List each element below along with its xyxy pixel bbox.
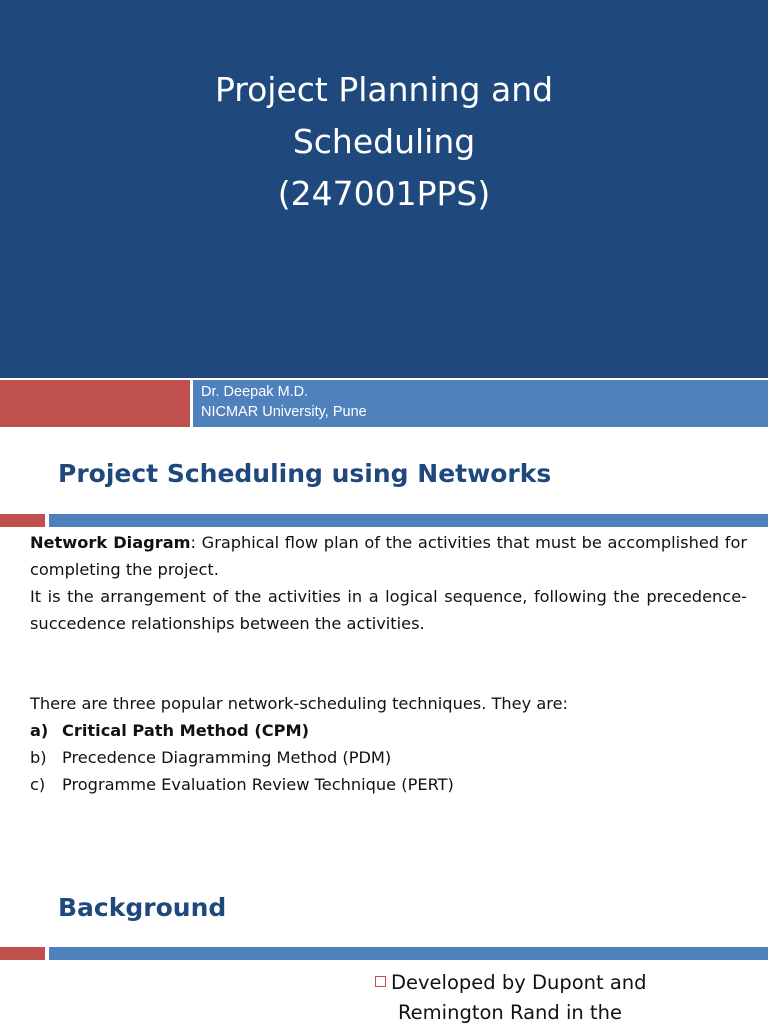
main-title-line-3: (247001PPS) xyxy=(277,174,491,213)
author-name: Dr. Deepak M.D. xyxy=(201,384,309,400)
definition-paragraph xyxy=(30,529,747,583)
accent-bar-red xyxy=(0,380,190,427)
techniques-block xyxy=(30,690,747,798)
technique-text: Critical Path Method (CPM) xyxy=(62,721,309,740)
author-block xyxy=(201,382,367,422)
slide-title-background: Background xyxy=(58,893,227,922)
divider-red xyxy=(0,514,45,527)
technique-marker: c) xyxy=(30,775,46,794)
bullet-text-1: Developed by Dupont and xyxy=(391,971,647,994)
definition-term: Network Diagram xyxy=(30,533,191,552)
divider-red xyxy=(0,947,45,960)
technique-item xyxy=(30,744,747,771)
technique-marker: a) xyxy=(30,721,49,740)
main-title xyxy=(0,64,768,220)
technique-text: Programme Evaluation Review Technique (PERT) xyxy=(62,775,454,794)
main-title-line-2: Scheduling xyxy=(292,122,476,161)
title-slide xyxy=(0,0,768,430)
definition-text: : Graphical flow plan of the activities that must be accomplished for completing the project. xyxy=(30,533,747,579)
main-title-line-1: Project Planning and xyxy=(214,70,554,109)
bullet-line-2: Remington Rand in the xyxy=(398,1001,622,1024)
networks-body xyxy=(30,529,747,637)
techniques-intro: There are three popular network-scheduling techniques. They are: xyxy=(30,694,568,713)
divider-blue xyxy=(49,514,768,527)
bullet-line-1 xyxy=(375,968,647,998)
background-bullet xyxy=(375,968,647,1028)
arrangement-paragraph: It is the arrangement of the activities in a logical sequence, following the precedence-succedence relationships between the activities. xyxy=(30,587,747,633)
square-bullet-icon xyxy=(375,976,386,987)
technique-item xyxy=(30,717,747,744)
divider-blue xyxy=(49,947,768,960)
technique-item xyxy=(30,771,747,798)
technique-text: Precedence Diagramming Method (PDM) xyxy=(62,748,392,767)
author-institution: NICMAR University, Pune xyxy=(201,404,367,420)
slide-title-networks: Project Scheduling using Networks xyxy=(58,459,552,488)
technique-marker: b) xyxy=(30,748,47,767)
